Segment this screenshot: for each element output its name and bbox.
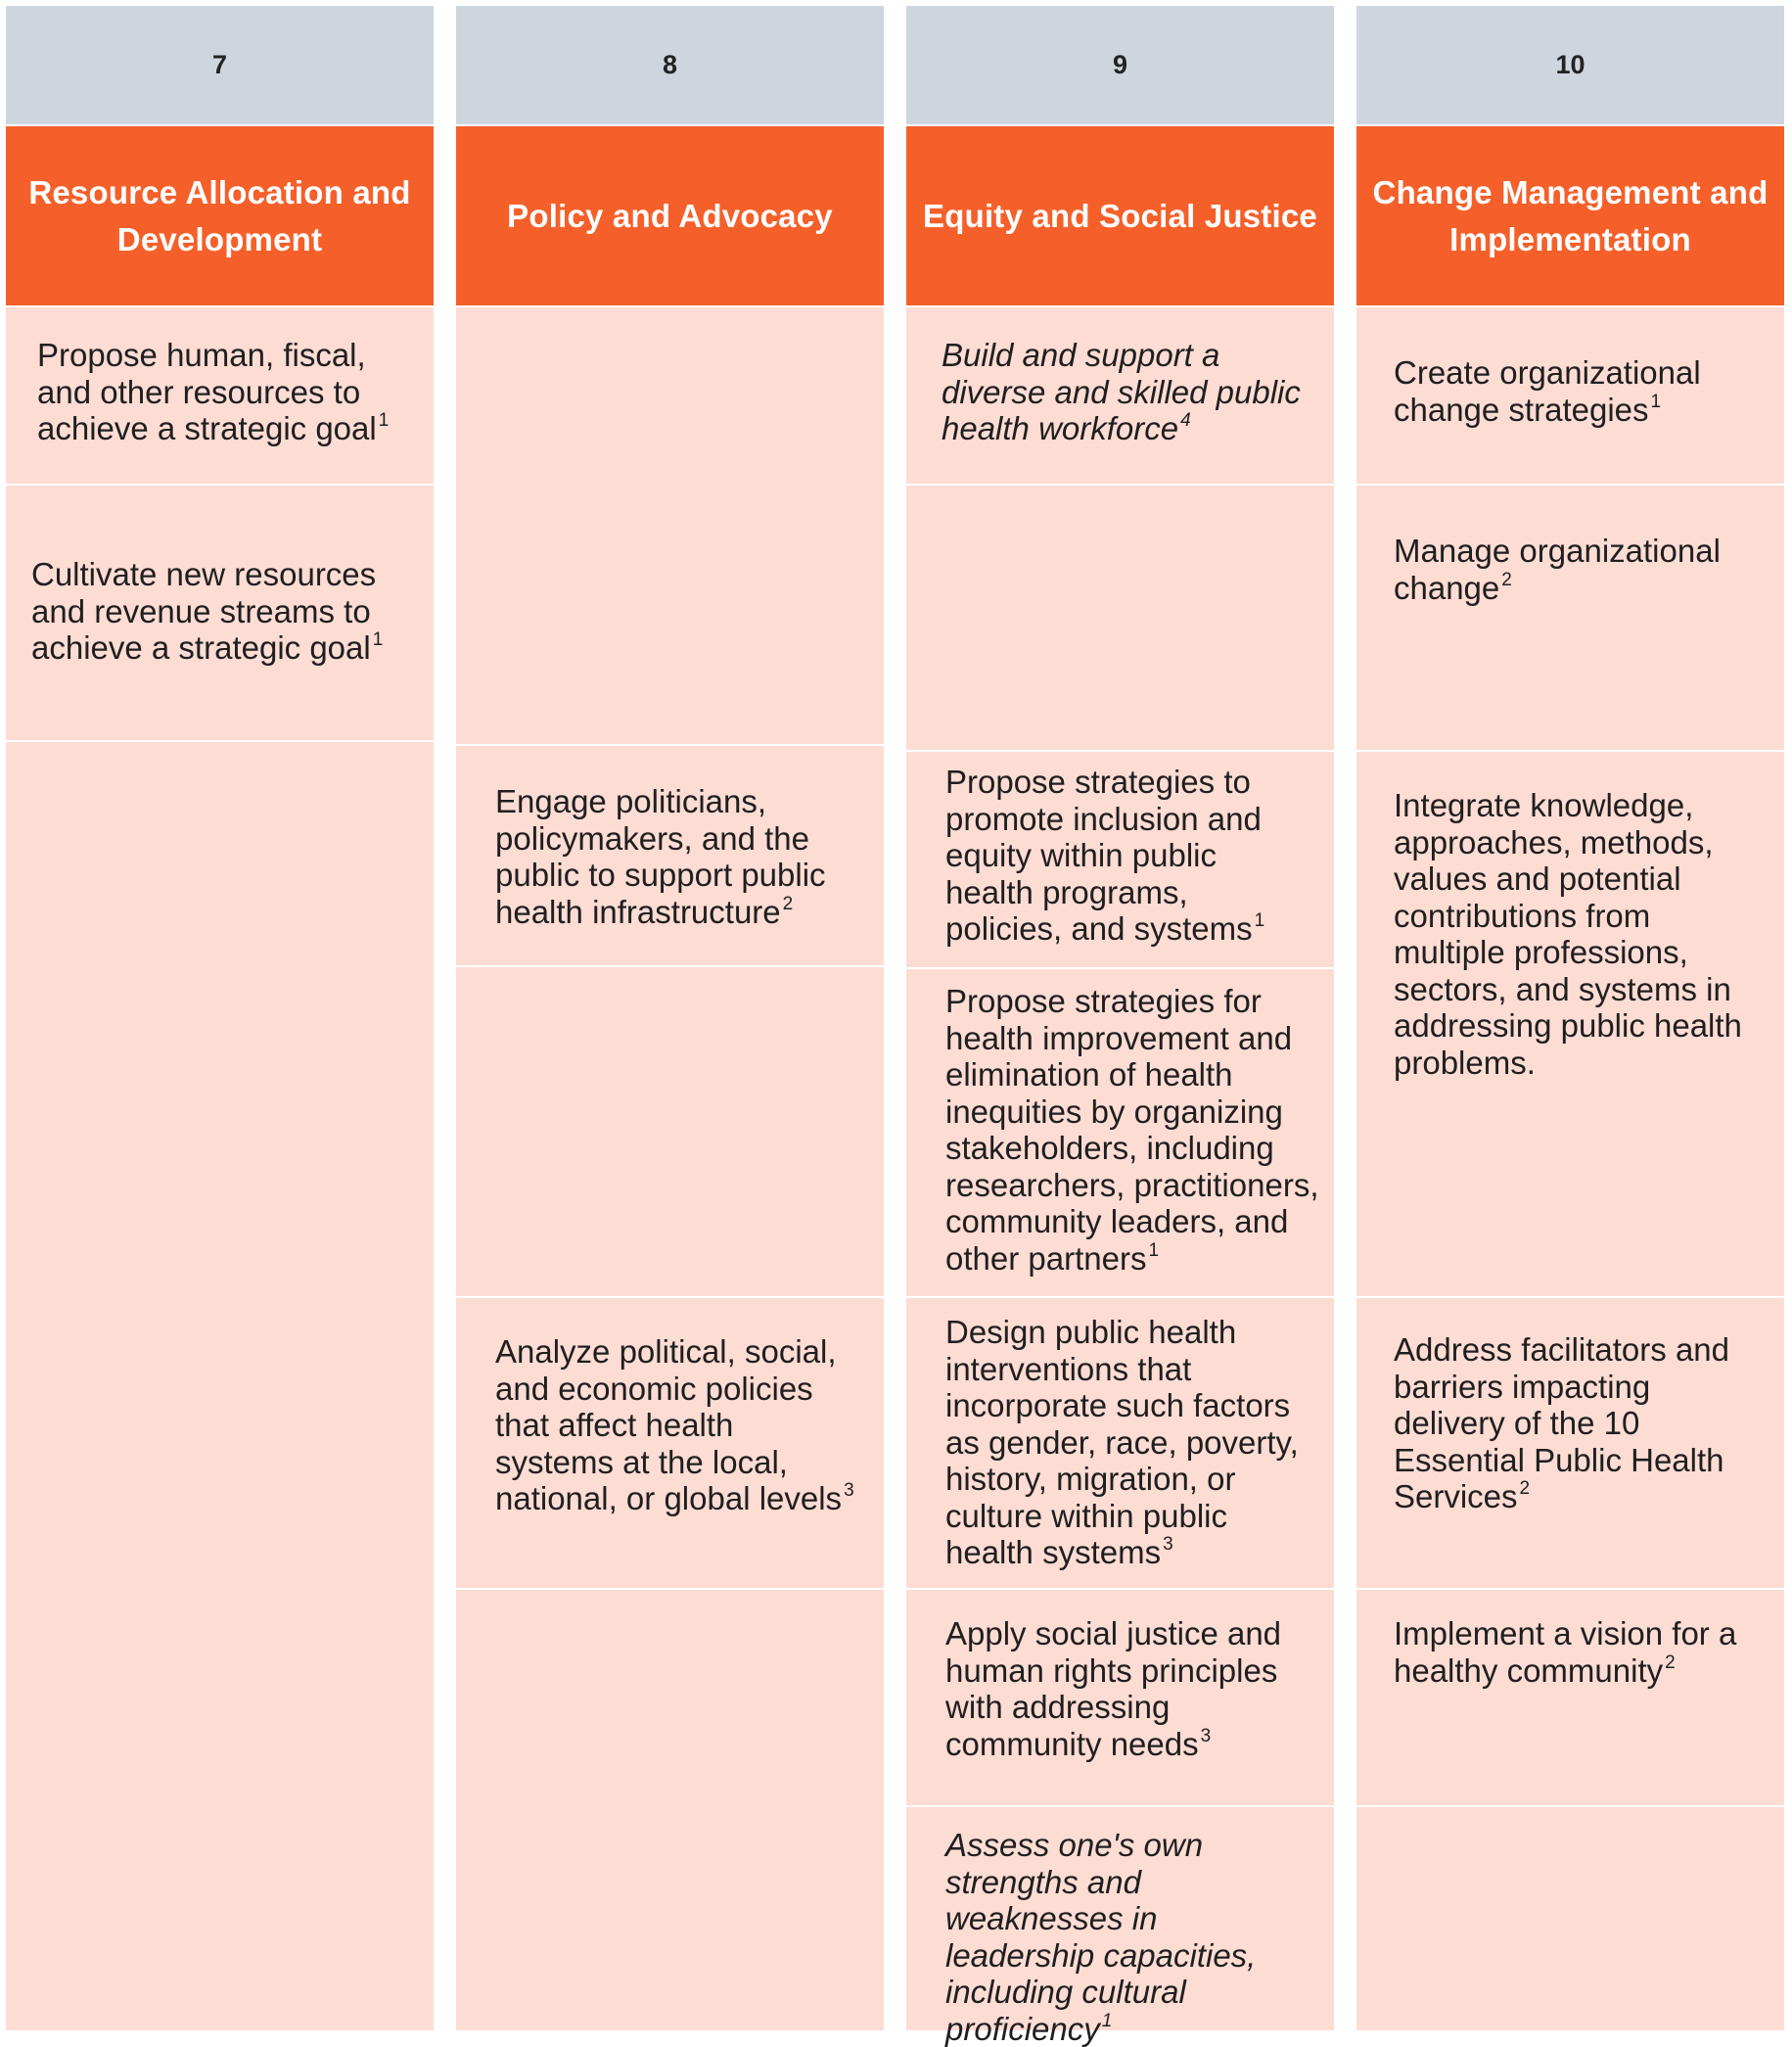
cell-text: Assess one's own strengths and weaknesses in leadership capacities, including cultural proficiency — [945, 1827, 1257, 2047]
competency-cell — [1356, 752, 1784, 1296]
cell-text: Build and support a diverse and skilled public health workforce — [942, 337, 1301, 446]
competency-cell — [906, 1807, 1334, 2047]
column-number: 10 — [1356, 6, 1784, 124]
column-8 — [456, 6, 884, 2030]
column-title: Policy and Advocacy — [456, 126, 884, 305]
cell-text: Design public health interventions that incorporate such factors as gender, race, poverty, history, migration, or culture within public health systems — [945, 1314, 1299, 1570]
column-title: Equity and Social Justice — [906, 126, 1334, 305]
cell-text: Propose human, fiscal, and other resources to achieve a strategic goal — [37, 337, 377, 446]
footnote-marker: 2 — [1519, 1478, 1531, 1499]
cell-text: Address facilitators and barriers impacting delivery of the 10 Essential Public Health Services — [1394, 1331, 1730, 1514]
footnote-marker: 1 — [1650, 391, 1662, 412]
competency-cell — [456, 1298, 884, 1588]
footnote-marker: 2 — [782, 893, 794, 914]
competency-cell — [906, 1590, 1334, 1805]
cell-text: Implement a vision for a healthy community — [1394, 1615, 1737, 1689]
empty-cell — [456, 967, 884, 1296]
column-number: 9 — [906, 6, 1334, 124]
footnote-marker: 1 — [1148, 1239, 1160, 1261]
empty-cell — [906, 486, 1334, 750]
competency-cell — [1356, 1298, 1784, 1588]
footnote-marker: 1 — [378, 410, 390, 431]
cell-text: Analyze political, social, and economic policies that affect health systems at the local, national, or global levels — [495, 1333, 843, 1516]
cell-text: Propose strategies for health improvement and elimination of health inequities by organizing stakeholders, including researchers, practitioners, community leaders, and other partners — [945, 983, 1319, 1277]
footnote-marker: 3 — [844, 1480, 854, 1501]
cell-text: Create organizational change strategies — [1394, 354, 1701, 428]
column-10 — [1356, 6, 1784, 2030]
empty-cell — [456, 307, 884, 744]
column-7 — [6, 6, 434, 2030]
footnote-marker: 2 — [1665, 1652, 1676, 1673]
competency-cell — [1356, 486, 1784, 750]
footnote-marker: 4 — [1180, 410, 1191, 431]
cell-text: Manage organizational change — [1394, 533, 1721, 606]
competency-cell — [906, 307, 1334, 484]
competency-cell — [6, 307, 434, 484]
cell-text: Cultivate new resources and revenue streams to achieve a strategic goal — [31, 556, 377, 666]
cell-text: Engage politicians, policymakers, and the public to support public health infrastructure — [495, 783, 826, 930]
column-number: 7 — [6, 6, 434, 124]
column-title: Resource Allocation and Development — [6, 126, 434, 305]
competency-cell — [906, 752, 1334, 967]
footnote-marker: 1 — [1254, 910, 1265, 931]
column-number: 8 — [456, 6, 884, 124]
empty-cell — [6, 742, 434, 2030]
empty-cell — [1356, 1807, 1784, 2030]
footnote-marker: 1 — [372, 629, 384, 650]
cell-text: Integrate knowledge, approaches, methods, values and potential contributions from multiple professions, sectors, and systems in addressing public health problems. — [1394, 787, 1742, 1081]
footnote-marker: 3 — [1200, 1725, 1212, 1746]
column-9 — [906, 6, 1334, 2047]
competency-cell — [906, 1298, 1334, 1588]
competency-cell — [1356, 1590, 1784, 1805]
empty-cell — [456, 1590, 884, 2030]
competency-cell — [456, 746, 884, 965]
column-title: Change Management and Implementation — [1356, 126, 1784, 305]
cell-text: Apply social justice and human rights principles with addressing community needs — [945, 1615, 1282, 1762]
footnote-marker: 1 — [1101, 2010, 1113, 2031]
competency-cell — [906, 969, 1334, 1296]
footnote-marker: 2 — [1501, 569, 1512, 590]
cell-text: Propose strategies to promote inclusion and equity within public health programs, policies, and systems — [945, 764, 1262, 947]
competency-cell — [6, 486, 434, 740]
footnote-marker: 3 — [1163, 1534, 1173, 1555]
competency-cell — [1356, 307, 1784, 484]
